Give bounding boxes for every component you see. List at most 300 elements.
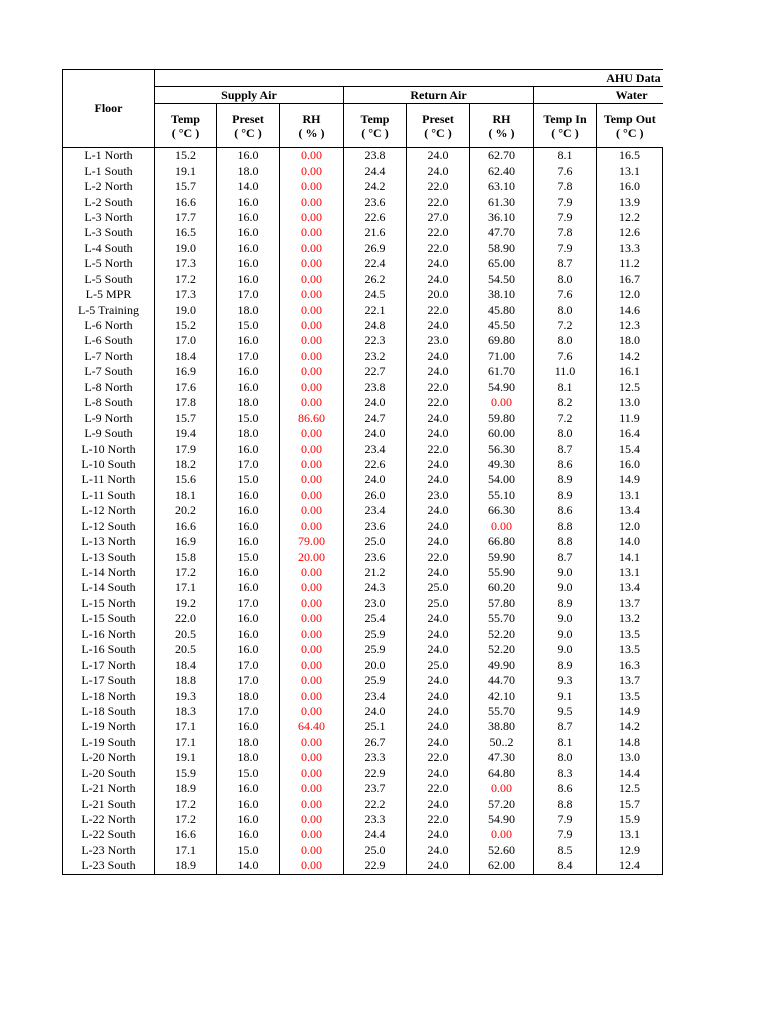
value-cell-w-in: 8.2 [534,395,597,410]
value-cell-sa-rh: 0.00 [280,287,344,302]
value-cell-sa-rh: 0.00 [280,704,344,719]
value-cell-w-in: 8.7 [534,441,597,456]
value-cell-w-out: 13.7 [597,673,663,688]
table-row [63,395,663,410]
value-cell-sa-rh: 0.00 [280,735,344,750]
value-cell-ra-temp: 22.6 [344,210,407,225]
value-cell-ra-preset: 22.0 [407,241,470,256]
value-cell-sa-preset: 16.0 [217,519,280,534]
floor-cell: L-21 North [63,781,155,796]
floor-cell: L-17 South [63,673,155,688]
value-cell-sa-temp: 20.5 [155,642,217,657]
column-header-unit: ( °C ) [361,125,389,140]
value-cell-sa-temp: 17.2 [155,272,217,287]
value-cell-sa-preset: 15.0 [217,766,280,781]
table-row [63,163,663,178]
value-cell-sa-temp: 15.7 [155,179,217,194]
value-cell-ra-preset: 22.0 [407,781,470,796]
table-row [63,858,663,874]
value-cell-sa-rh: 0.00 [280,148,344,164]
value-cell-sa-temp: 16.9 [155,364,217,379]
value-cell-sa-temp: 22.0 [155,611,217,626]
value-cell-ra-preset: 25.0 [407,657,470,672]
column-header-unit: ( °C ) [616,125,644,140]
value-cell-ra-temp: 23.4 [344,503,407,518]
value-cell-w-out: 13.3 [597,241,663,256]
value-cell-w-out: 13.0 [597,750,663,765]
value-cell-sa-rh: 0.00 [280,441,344,456]
value-cell-ra-temp: 22.1 [344,302,407,317]
value-cell-sa-rh: 0.00 [280,225,344,240]
column-header [155,104,217,148]
value-cell-w-out: 16.3 [597,657,663,672]
value-cell-w-out: 13.1 [597,827,663,842]
floor-cell: L-4 South [63,241,155,256]
value-cell-ra-preset: 24.0 [407,565,470,580]
value-cell-ra-temp: 21.2 [344,565,407,580]
value-cell-sa-temp: 18.3 [155,704,217,719]
value-cell-sa-temp: 17.0 [155,333,217,348]
value-cell-sa-rh: 0.00 [280,349,344,364]
value-cell-sa-preset: 16.0 [217,210,280,225]
value-cell-ra-preset: 24.0 [407,719,470,734]
value-cell-sa-rh: 79.00 [280,534,344,549]
table-row [63,642,663,657]
table-row [63,796,663,811]
value-cell-w-in: 8.0 [534,426,597,441]
table-row [63,750,663,765]
floor-cell: L-15 North [63,596,155,611]
floor-cell: L-23 North [63,843,155,858]
value-cell-ra-temp: 22.3 [344,333,407,348]
value-cell-ra-temp: 24.4 [344,163,407,178]
value-cell-w-in: 7.6 [534,287,597,302]
value-cell-sa-preset: 15.0 [217,549,280,564]
value-cell-w-in: 8.0 [534,750,597,765]
value-cell-ra-preset: 24.0 [407,503,470,518]
value-cell-sa-preset: 16.0 [217,719,280,734]
value-cell-ra-temp: 23.0 [344,596,407,611]
value-cell-ra-rh: 56.30 [470,441,534,456]
floor-cell: L-22 South [63,827,155,842]
value-cell-sa-preset: 16.0 [217,796,280,811]
value-cell-sa-temp: 15.2 [155,318,217,333]
value-cell-sa-rh: 0.00 [280,657,344,672]
value-cell-ra-rh: 64.80 [470,766,534,781]
value-cell-sa-preset: 18.0 [217,426,280,441]
value-cell-ra-rh: 61.70 [470,364,534,379]
value-cell-ra-preset: 24.0 [407,843,470,858]
column-header-name: Temp Out [603,111,656,126]
column-header [597,104,663,148]
floor-cell: L-2 North [63,179,155,194]
column-header-unit: ( °C ) [424,125,452,140]
value-cell-sa-rh: 0.00 [280,210,344,225]
value-cell-ra-preset: 23.0 [407,488,470,503]
column-header [470,104,534,148]
value-cell-w-out: 16.0 [597,179,663,194]
value-cell-sa-temp: 19.2 [155,596,217,611]
value-cell-w-in: 9.0 [534,580,597,595]
value-cell-sa-rh: 0.00 [280,673,344,688]
value-cell-w-out: 16.7 [597,272,663,287]
value-cell-w-out: 14.0 [597,534,663,549]
value-cell-w-out: 14.4 [597,766,663,781]
value-cell-sa-preset: 15.0 [217,472,280,487]
value-cell-w-in: 8.0 [534,302,597,317]
value-cell-sa-rh: 0.00 [280,333,344,348]
value-cell-sa-temp: 19.1 [155,163,217,178]
table-row [63,673,663,688]
value-cell-ra-preset: 24.0 [407,827,470,842]
value-cell-ra-rh: 49.30 [470,457,534,472]
floor-cell: L-21 South [63,796,155,811]
value-cell-ra-temp: 25.9 [344,673,407,688]
value-cell-w-in: 7.2 [534,410,597,425]
value-cell-ra-preset: 24.0 [407,858,470,874]
value-cell-sa-rh: 0.00 [280,272,344,287]
value-cell-sa-temp: 17.6 [155,380,217,395]
value-cell-sa-rh: 0.00 [280,519,344,534]
value-cell-w-in: 8.0 [534,333,597,348]
table-row [63,426,663,441]
value-cell-w-out: 15.7 [597,796,663,811]
table-row [63,503,663,518]
value-cell-ra-rh: 0.00 [470,519,534,534]
column-header-unit: ( °C ) [551,125,579,140]
table-row [63,627,663,642]
value-cell-ra-rh: 57.80 [470,596,534,611]
value-cell-w-in: 8.7 [534,549,597,564]
value-cell-sa-preset: 16.0 [217,565,280,580]
value-cell-ra-rh: 57.20 [470,796,534,811]
floor-cell: L-14 North [63,565,155,580]
value-cell-sa-rh: 0.00 [280,256,344,271]
value-cell-sa-temp: 17.1 [155,719,217,734]
value-cell-w-out: 13.7 [597,596,663,611]
value-cell-ra-rh: 59.80 [470,410,534,425]
value-cell-sa-preset: 18.0 [217,163,280,178]
value-cell-ra-temp: 24.2 [344,179,407,194]
value-cell-ra-rh: 55.10 [470,488,534,503]
value-cell-ra-temp: 23.6 [344,519,407,534]
value-cell-sa-preset: 15.0 [217,410,280,425]
value-cell-sa-rh: 0.00 [280,596,344,611]
table-row [63,472,663,487]
value-cell-sa-rh: 0.00 [280,395,344,410]
value-cell-ra-preset: 24.0 [407,148,470,164]
value-cell-sa-temp: 19.0 [155,241,217,256]
value-cell-ra-rh: 66.80 [470,534,534,549]
floor-cell: L-16 South [63,642,155,657]
value-cell-sa-temp: 17.2 [155,796,217,811]
value-cell-sa-preset: 18.0 [217,750,280,765]
value-cell-sa-preset: 16.0 [217,364,280,379]
floor-cell: L-3 North [63,210,155,225]
table-row [63,843,663,858]
value-cell-w-out: 12.5 [597,380,663,395]
table-row [63,812,663,827]
ahu-data-table [62,69,663,875]
value-cell-sa-preset: 16.0 [217,441,280,456]
column-header-name: Preset [232,111,264,126]
value-cell-sa-temp: 18.8 [155,673,217,688]
value-cell-w-out: 14.2 [597,349,663,364]
value-cell-ra-rh: 55.70 [470,611,534,626]
value-cell-sa-temp: 18.4 [155,657,217,672]
value-cell-w-in: 9.3 [534,673,597,688]
value-cell-sa-temp: 18.1 [155,488,217,503]
value-cell-sa-temp: 18.4 [155,349,217,364]
value-cell-ra-temp: 24.5 [344,287,407,302]
value-cell-ra-rh: 54.90 [470,380,534,395]
table-row [63,302,663,317]
value-cell-ra-temp: 23.8 [344,380,407,395]
value-cell-ra-rh: 61.30 [470,194,534,209]
value-cell-sa-temp: 15.2 [155,148,217,164]
value-cell-w-out: 13.0 [597,395,663,410]
value-cell-ra-temp: 20.0 [344,657,407,672]
value-cell-sa-rh: 0.00 [280,781,344,796]
floor-cell: L-12 South [63,519,155,534]
value-cell-ra-temp: 24.7 [344,410,407,425]
value-cell-w-in: 9.1 [534,688,597,703]
value-cell-w-out: 13.4 [597,503,663,518]
table-row [63,441,663,456]
column-header-unit: ( °C ) [234,125,262,140]
return-air-header: Return Air [344,87,534,104]
value-cell-sa-preset: 16.0 [217,812,280,827]
value-cell-w-out: 13.9 [597,194,663,209]
value-cell-ra-temp: 23.3 [344,812,407,827]
value-cell-w-in: 8.1 [534,735,597,750]
value-cell-ra-preset: 22.0 [407,750,470,765]
value-cell-sa-rh: 0.00 [280,426,344,441]
value-cell-w-in: 8.6 [534,457,597,472]
table-row [63,272,663,287]
supply-air-header: Supply Air [155,87,344,104]
value-cell-ra-preset: 24.0 [407,472,470,487]
value-cell-sa-temp: 15.9 [155,766,217,781]
value-cell-sa-temp: 18.9 [155,858,217,874]
value-cell-sa-preset: 16.0 [217,488,280,503]
value-cell-sa-rh: 0.00 [280,611,344,626]
table-row [63,318,663,333]
value-cell-ra-preset: 22.0 [407,380,470,395]
value-cell-sa-rh: 0.00 [280,318,344,333]
floor-cell: L-3 South [63,225,155,240]
value-cell-ra-rh: 47.70 [470,225,534,240]
value-cell-ra-temp: 22.2 [344,796,407,811]
value-cell-sa-temp: 19.1 [155,750,217,765]
value-cell-w-in: 7.9 [534,812,597,827]
value-cell-w-out: 16.1 [597,364,663,379]
value-cell-sa-rh: 0.00 [280,812,344,827]
value-cell-ra-preset: 24.0 [407,627,470,642]
floor-cell: L-5 MPR [63,287,155,302]
value-cell-ra-rh: 0.00 [470,827,534,842]
value-cell-ra-preset: 24.0 [407,688,470,703]
value-cell-sa-preset: 17.0 [217,704,280,719]
value-cell-w-out: 15.4 [597,441,663,456]
value-cell-ra-rh: 54.90 [470,812,534,827]
table-row [63,380,663,395]
value-cell-w-out: 12.0 [597,287,663,302]
value-cell-ra-rh: 60.20 [470,580,534,595]
floor-header: Floor [63,70,155,148]
floor-cell: L-14 South [63,580,155,595]
value-cell-sa-temp: 17.1 [155,843,217,858]
value-cell-w-in: 8.6 [534,781,597,796]
value-cell-ra-temp: 25.0 [344,534,407,549]
value-cell-ra-rh: 45.50 [470,318,534,333]
value-cell-sa-preset: 18.0 [217,688,280,703]
value-cell-sa-temp: 18.9 [155,781,217,796]
value-cell-w-out: 16.4 [597,426,663,441]
value-cell-ra-preset: 24.0 [407,642,470,657]
value-cell-w-out: 13.1 [597,565,663,580]
column-header [407,104,470,148]
value-cell-sa-rh: 86.60 [280,410,344,425]
value-cell-w-in: 7.9 [534,210,597,225]
value-cell-ra-temp: 25.0 [344,843,407,858]
value-cell-sa-rh: 0.00 [280,688,344,703]
value-cell-w-out: 14.8 [597,735,663,750]
value-cell-ra-rh: 42.10 [470,688,534,703]
value-cell-ra-preset: 22.0 [407,441,470,456]
value-cell-w-in: 8.9 [534,472,597,487]
value-cell-ra-temp: 22.9 [344,766,407,781]
value-cell-sa-rh: 0.00 [280,488,344,503]
value-cell-w-in: 9.5 [534,704,597,719]
value-cell-sa-temp: 20.2 [155,503,217,518]
table-row [63,287,663,302]
value-cell-ra-rh: 55.90 [470,565,534,580]
value-cell-ra-preset: 25.0 [407,596,470,611]
value-cell-ra-preset: 24.0 [407,704,470,719]
value-cell-sa-temp: 17.1 [155,580,217,595]
value-cell-ra-rh: 0.00 [470,395,534,410]
value-cell-ra-rh: 54.00 [470,472,534,487]
value-cell-sa-preset: 18.0 [217,395,280,410]
value-cell-ra-preset: 20.0 [407,287,470,302]
floor-cell: L-18 South [63,704,155,719]
value-cell-sa-preset: 16.0 [217,333,280,348]
value-cell-sa-preset: 15.0 [217,318,280,333]
value-cell-ra-temp: 26.2 [344,272,407,287]
value-cell-ra-temp: 25.1 [344,719,407,734]
value-cell-sa-rh: 0.00 [280,796,344,811]
value-cell-w-in: 8.4 [534,858,597,874]
value-cell-ra-rh: 36.10 [470,210,534,225]
value-cell-sa-preset: 17.0 [217,673,280,688]
value-cell-w-out: 11.9 [597,410,663,425]
value-cell-w-in: 8.1 [534,148,597,164]
table-row [63,179,663,194]
floor-cell: L-6 South [63,333,155,348]
value-cell-w-in: 8.8 [534,519,597,534]
value-cell-ra-preset: 24.0 [407,163,470,178]
value-cell-w-in: 7.8 [534,225,597,240]
column-header-name: RH [302,111,321,126]
value-cell-w-out: 12.4 [597,858,663,874]
value-cell-ra-temp: 24.0 [344,472,407,487]
value-cell-w-out: 16.0 [597,457,663,472]
value-cell-ra-preset: 24.0 [407,426,470,441]
value-cell-sa-preset: 16.0 [217,225,280,240]
value-cell-sa-temp: 16.6 [155,827,217,842]
value-cell-ra-temp: 23.8 [344,148,407,164]
value-cell-ra-preset: 22.0 [407,225,470,240]
value-cell-ra-rh: 52.60 [470,843,534,858]
value-cell-sa-temp: 16.6 [155,194,217,209]
value-cell-ra-rh: 69.80 [470,333,534,348]
value-cell-w-in: 8.5 [534,843,597,858]
floor-cell: L-6 North [63,318,155,333]
table-row [63,735,663,750]
value-cell-sa-temp: 16.9 [155,534,217,549]
floor-cell: L-12 North [63,503,155,518]
value-cell-sa-temp: 17.7 [155,210,217,225]
value-cell-ra-rh: 59.90 [470,549,534,564]
floor-cell: L-10 North [63,441,155,456]
value-cell-sa-rh: 64.40 [280,719,344,734]
value-cell-sa-preset: 16.0 [217,781,280,796]
floor-cell: L-20 South [63,766,155,781]
floor-cell: L-20 North [63,750,155,765]
table-row [63,256,663,271]
floor-cell: L-9 South [63,426,155,441]
value-cell-sa-preset: 16.0 [217,241,280,256]
value-cell-w-out: 12.2 [597,210,663,225]
value-cell-ra-preset: 22.0 [407,812,470,827]
table-row [63,580,663,595]
value-cell-ra-rh: 50..2 [470,735,534,750]
value-cell-w-out: 14.1 [597,549,663,564]
value-cell-w-out: 13.5 [597,688,663,703]
value-cell-w-out: 14.6 [597,302,663,317]
floor-cell: L-8 South [63,395,155,410]
value-cell-sa-rh: 0.00 [280,843,344,858]
column-header [280,104,344,148]
value-cell-sa-temp: 17.3 [155,287,217,302]
value-cell-sa-preset: 16.0 [217,503,280,518]
value-cell-sa-preset: 17.0 [217,657,280,672]
floor-cell: L-19 South [63,735,155,750]
value-cell-sa-temp: 18.2 [155,457,217,472]
column-header [534,104,597,148]
value-cell-ra-preset: 24.0 [407,318,470,333]
value-cell-ra-rh: 62.40 [470,163,534,178]
value-cell-sa-temp: 17.9 [155,441,217,456]
value-cell-ra-rh: 63.10 [470,179,534,194]
value-cell-w-in: 7.2 [534,318,597,333]
value-cell-sa-temp: 17.8 [155,395,217,410]
column-header-unit: ( % ) [488,125,515,140]
value-cell-ra-temp: 22.9 [344,858,407,874]
value-cell-sa-preset: 17.0 [217,596,280,611]
value-cell-sa-temp: 20.5 [155,627,217,642]
table-row [63,549,663,564]
floor-cell: L-11 North [63,472,155,487]
table-row [63,241,663,256]
value-cell-sa-rh: 0.00 [280,750,344,765]
table-row [63,225,663,240]
value-cell-w-in: 11.0 [534,364,597,379]
floor-cell: L-9 North [63,410,155,425]
column-header-name: Temp [171,111,200,126]
value-cell-ra-rh: 58.90 [470,241,534,256]
